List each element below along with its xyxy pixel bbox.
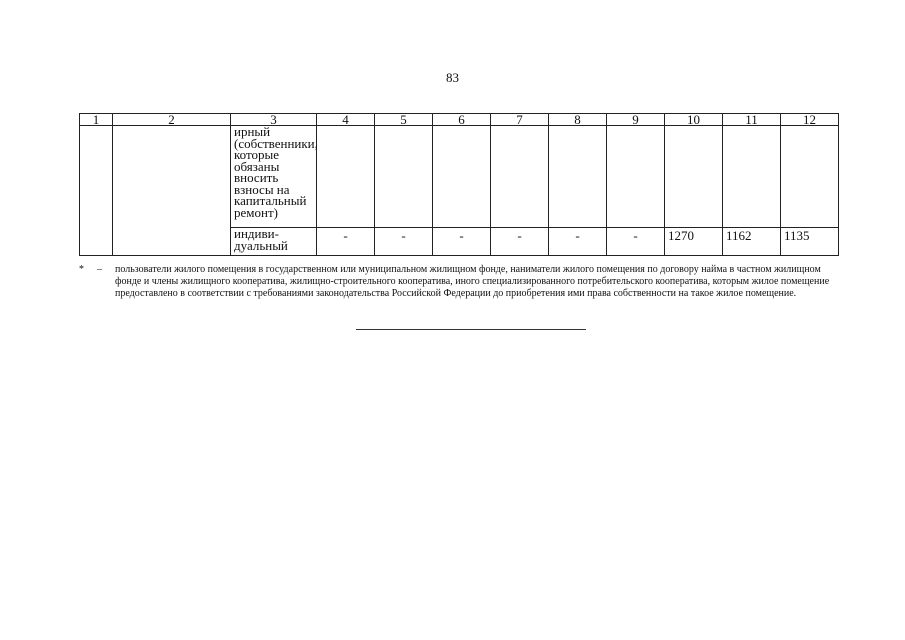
- table-cell-col1: [80, 126, 113, 256]
- footnote-mark: *: [79, 264, 84, 275]
- table-cell: -: [607, 228, 665, 256]
- column-header: 10: [665, 114, 723, 126]
- table-cell: [375, 126, 433, 228]
- table-cell: 1135: [781, 228, 839, 256]
- table-cell: -: [433, 228, 491, 256]
- table-cell-col2: [113, 126, 231, 256]
- column-header: 4: [317, 114, 375, 126]
- row-label: индиви-дуальный: [231, 228, 317, 256]
- column-header: 11: [723, 114, 781, 126]
- footnote-text: пользователи жилого помещения в государственном или муниципальном жилищном фонде, наниматели жилого помещения по договору найма в частном жилищном фонде и члены жилищного кооператива, жилищно-строительного кооператива, иного специализированного потребительского кооператива, которым жилое помещение предоставлено в соответствии с требованиями законодательства Российской Федерации до приобретения ими права собственности на такое жилое помещение.: [115, 264, 830, 299]
- table-cell: -: [491, 228, 549, 256]
- table-cell: -: [317, 228, 375, 256]
- table-header-row: [80, 114, 839, 126]
- table-cell: -: [549, 228, 607, 256]
- row-label: ирный (собственники, которые обязаны вносить взносы на капитальный ремонт): [231, 126, 317, 228]
- page-number: 83: [446, 70, 459, 85]
- column-header: 5: [375, 114, 433, 126]
- table-cell: [549, 126, 607, 228]
- table-cell: 1270: [665, 228, 723, 256]
- table-cell: [723, 126, 781, 228]
- column-header: 3: [231, 114, 317, 126]
- column-header: 2: [113, 114, 231, 126]
- table-cell: [607, 126, 665, 228]
- column-header: 1: [80, 114, 113, 126]
- column-header: 8: [549, 114, 607, 126]
- table-cell: 1162: [723, 228, 781, 256]
- table-cell: [491, 126, 549, 228]
- column-header: 12: [781, 114, 839, 126]
- table-row: [80, 126, 839, 228]
- column-header: 6: [433, 114, 491, 126]
- table-cell: [317, 126, 375, 228]
- table-cell: [781, 126, 839, 228]
- column-header: 9: [607, 114, 665, 126]
- table-cell: [665, 126, 723, 228]
- table-cell: [433, 126, 491, 228]
- closing-rule: [356, 329, 586, 330]
- footnote: [79, 264, 844, 300]
- table-cell: -: [375, 228, 433, 256]
- data-table: [79, 113, 839, 256]
- column-header: 7: [491, 114, 549, 126]
- footnote-dash: –: [97, 264, 102, 275]
